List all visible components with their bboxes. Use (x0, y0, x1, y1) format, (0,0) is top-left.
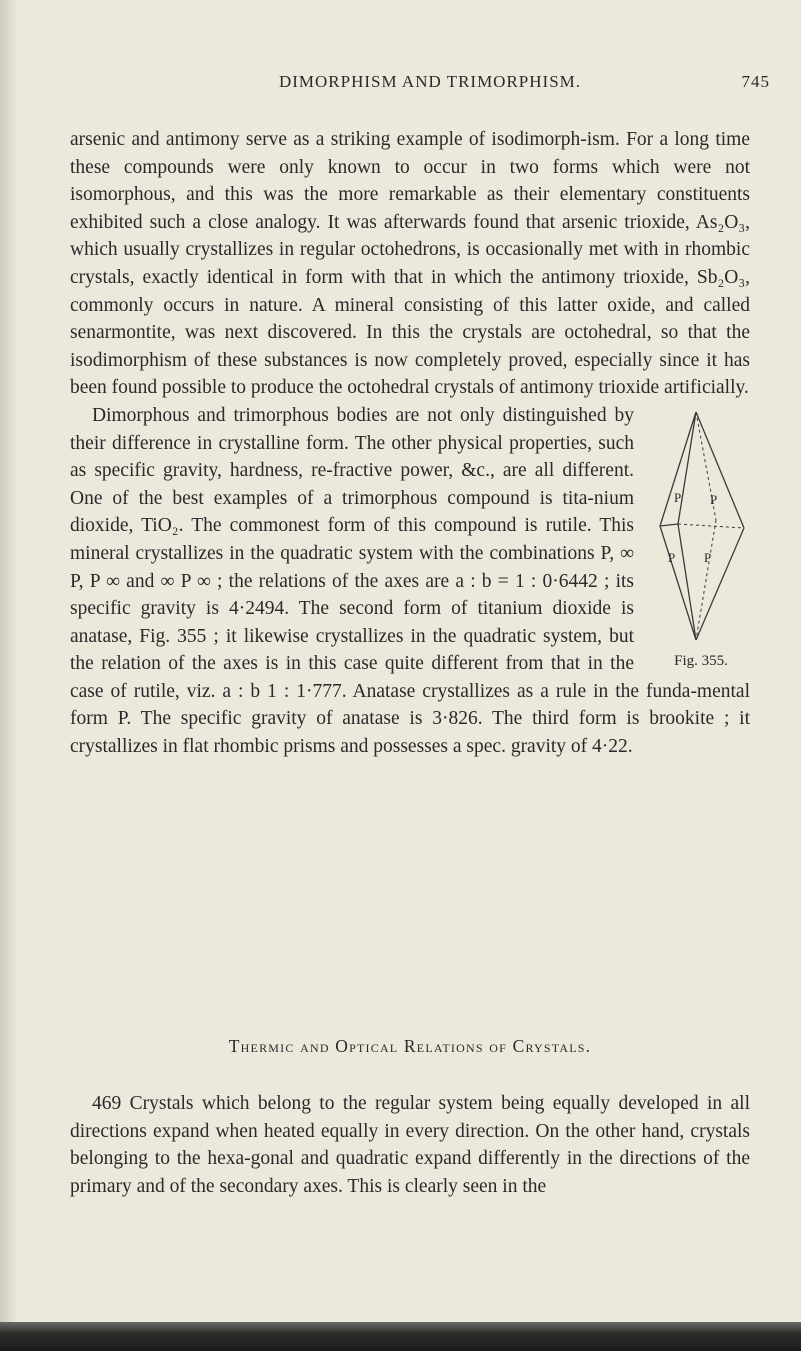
anatase-crystal-drawing (652, 408, 750, 646)
section-heading: Thermic and Optical Relations of Crystals. (228, 1036, 592, 1056)
page-edge-shadow (0, 0, 18, 1351)
bottom-scan-band (0, 1322, 801, 1351)
figure-anatase (652, 408, 750, 668)
paragraph-thermic: 469 Crystals which belong to the regular system being equally developed in all directions expand when heated equally in every direction. On the other hand, crystals belonging to the hexa-gonal and quadratic expand differently in the directions of the primary and of the secondary axes. This is clearly seen in the (70, 1093, 750, 1197)
paragraph-isodimorphism: arsenic and antimony serve as a striking example of isodimorph-ism. For a long time these compounds were only known to occur in two forms which were not isomorphous, and this was the more remarkable as their elementary constituents exhibited such a close analogy. It was afterwards found that arsenic trioxide, As₂O₃, which usually crystallizes in regular octohedrons, is occasionally met with in rhombic crystals, exactly identical in form with that in which the antimony trioxide, Sb₂O₃, commonly occurs in nature. A mineral consisting of this latter oxide, and called senarmontite, was next discovered. In this the crystals are octohedral, so that the isodimorphism of these substances is now completely proved, especially since it has been found possible to produce the octohedral crystals of antimony trioxide artificially. (70, 129, 750, 399)
face-label: P (704, 549, 712, 565)
running-header (90, 72, 770, 96)
face-label: P (710, 491, 718, 507)
face-label: P (674, 489, 682, 505)
body-text (70, 126, 750, 761)
figure-caption: Fig. 355. (674, 652, 728, 669)
paragraph-dimorphous: Dimorphous and trimorphous bodies are not only distinguished by their difference in crystalline form. The other physical properties, such as specific gravity, hardness, re-fractive power, &c., are all different. One of the best examples of a trimorphous compound is tita-nium dioxide, TiO₂. The commonest form of this compound is rutile. This mineral crystallizes in the quadratic system with the combinations P, ∞ P, P ∞ and ∞ P ∞ ; the relations of the axes are a : b = 1 : 0·6442 ; its specific gravity is 4·2494. The second form of titanium dioxide is anatase, Fig. 355 ; it likewise crystallizes in the quadratic system, but the relation of the axes is in this case quite different from that in the case of rutile, viz. a : b 1 : 1·777. Anatase crystallizes as a rule in the funda-mental form P. The specific gravity of anatase is 3·826. The third form is brookite ; it crystallizes in flat rhombic prisms and possesses a spec. gravity of 4·22. (70, 404, 750, 758)
page-number: 745 (741, 72, 770, 91)
section-text (70, 1090, 750, 1200)
face-label: P (668, 549, 676, 565)
header-title: DIMORPHISM AND TRIMORPHISM. (278, 72, 582, 91)
